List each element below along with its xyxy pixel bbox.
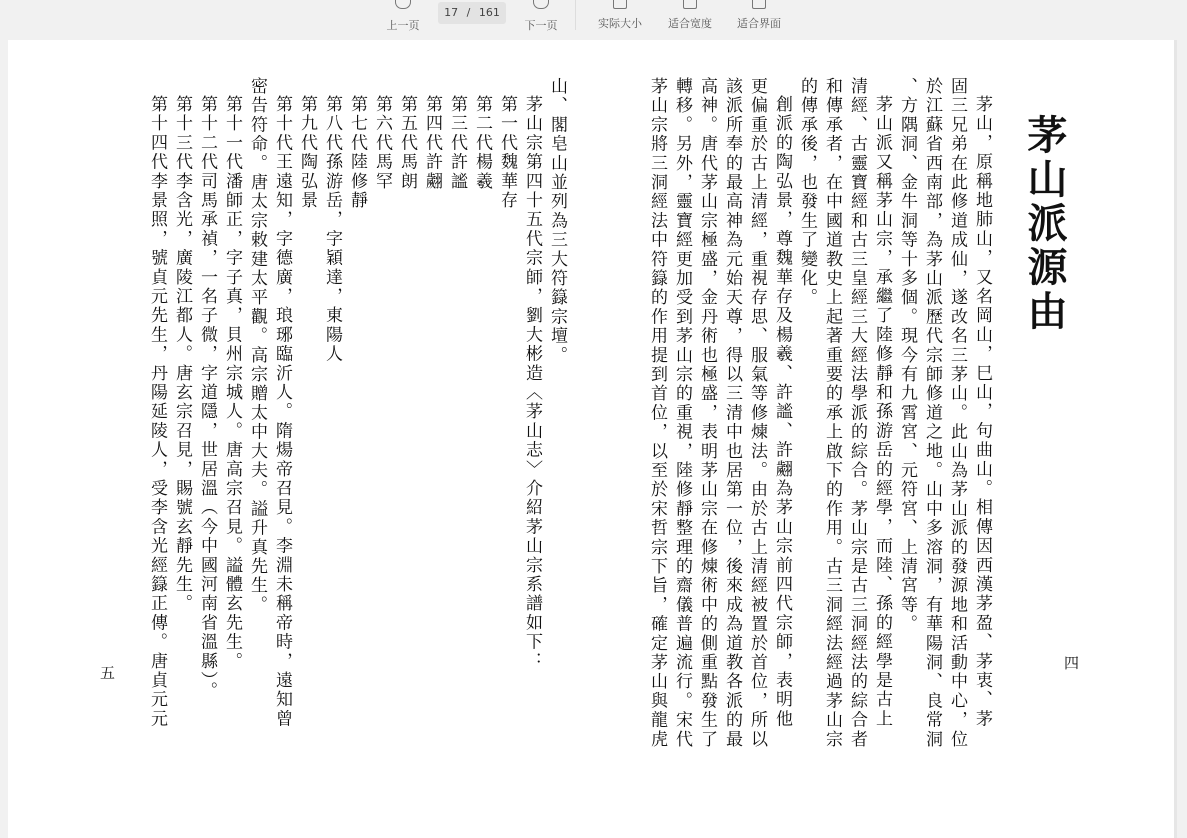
right-page-title: 茅山派源由 xyxy=(1021,114,1068,334)
next-page-label: 下一页 xyxy=(524,19,558,32)
text-column: 第六代馬罕 xyxy=(372,95,392,191)
text-column: 第十二代司馬承禎，一名子微，字道隱，世居溫（今中國河南省溫縣）。 xyxy=(197,95,217,701)
text-column: 創派的陶弘景，尊魏華存及楊羲、許謐、許翽為茅山宗前四代宗師，表明他 xyxy=(772,95,792,729)
text-column: 的傳承後，也發生了變化。 xyxy=(797,77,817,308)
text-column: 第五代馬朗 xyxy=(397,95,417,191)
text-column: 清經、古靈寶經和古三皇經三大經法學派的綜合。茅山宗是古三洞經法的綜合者 xyxy=(847,77,867,749)
viewer-toolbar xyxy=(0,0,1187,40)
current-page-number[interactable]: 17 xyxy=(444,6,459,19)
text-column: 高神。唐代茅山宗極盛，金丹術也極盛，表明茅山宗在修煉術中的側重點發生了 xyxy=(697,77,717,749)
total-pages: 161 xyxy=(478,6,500,19)
text-column: 山、閣皂山並列為三大符籙宗壇。 xyxy=(547,77,567,365)
actual-size-label: 实际大小 xyxy=(598,17,642,30)
fit-page-button[interactable] xyxy=(733,0,785,36)
text-column: 第十三代李含光，廣陵江都人。唐玄宗召見，賜號玄靜先生。 xyxy=(172,95,192,614)
prev-page-label: 上一页 xyxy=(386,19,420,32)
fit-page-icon xyxy=(752,0,766,9)
text-column: 茅山宗第四十五代宗師，劉大彬造〈茅山志〉介紹茅山宗系譜如下： xyxy=(522,95,542,671)
text-column: 於江蘇省西南部，為茅山派歷代宗師修道之地。山中多溶洞，有華陽洞、良常洞 xyxy=(922,77,942,749)
text-column: 第十代王遠知，字德廣，琅琊臨沂人。隋煬帝召見。李淵未稱帝時，遠知曾 xyxy=(272,95,292,729)
toolbar-divider xyxy=(575,0,576,30)
arrow-down-icon xyxy=(533,0,549,9)
text-column: 密告符命。唐太宗敕建太平觀。高宗贈太中大夫。謚升真先生。 xyxy=(247,77,267,615)
document-page xyxy=(8,40,1177,838)
right-page-number: 四 xyxy=(1064,654,1080,672)
text-column: 第九代陶弘景 xyxy=(297,95,317,211)
text-column: 轉移。另外，靈寶經更加受到茅山宗的重視，陸修靜整理的齋儀普遍流行。宋代 xyxy=(672,77,692,749)
text-column: 第七代陸修靜 xyxy=(347,95,367,211)
text-column: 茅山宗將三洞經法中符籙的作用提到首位，以至於宋哲宗下旨，確定茅山與龍虎 xyxy=(647,77,667,749)
actual-size-button[interactable] xyxy=(594,0,646,36)
vertical-scrollbar[interactable] xyxy=(1174,40,1177,838)
prev-page-button[interactable] xyxy=(383,0,423,36)
fit-width-button[interactable] xyxy=(664,0,716,36)
text-column: 第四代許翽 xyxy=(422,95,442,191)
text-column: 第十四代李景照，號貞元先生，丹陽延陵人，受李含光經籙正傳。唐貞元元 xyxy=(147,95,167,729)
text-column: 第八代孫游岳，字穎達，東陽人 xyxy=(322,95,342,364)
page-separator: / xyxy=(466,6,471,19)
next-page-button[interactable] xyxy=(519,0,563,36)
text-column: 、方隅洞、金牛洞等十多個。現今有九霄宮、元符宮、上清宮等。 xyxy=(897,77,917,634)
text-column: 和傳承者，在中國道教史上起著重要的承上啟下的作用。古三洞經法經過茅山宗 xyxy=(822,77,842,749)
text-column: 更偏重於古上清經，重視存思、服氣等修煉法。由於古上清經被置於首位，所以 xyxy=(747,77,767,749)
text-column: 茅山，原稱地肺山，又名岡山，巳山，句曲山。相傳因西漢茅盈、茅衷、茅 xyxy=(972,95,992,729)
page-indicator[interactable] xyxy=(438,2,506,24)
text-column: 第十一代潘師正，字子真，貝州宗城人。唐高宗召見。謚體玄先生。 xyxy=(222,95,242,671)
fit-width-label: 适合宽度 xyxy=(668,17,712,30)
actual-size-icon xyxy=(613,0,627,9)
text-column: 固三兄弟在此修道成仙，遂改名三茅山。此山為茅山派的發源地和活動中心，位 xyxy=(947,77,967,749)
text-column: 第一代魏華存 xyxy=(497,95,517,211)
text-column: 該派所奉的最高神為元始天尊，得以三清中也居第一位，後來成為道教各派的最 xyxy=(722,77,742,749)
text-column: 茅山派又稱茅山宗，承繼了陸修靜和孫游岳的經學，而陸、孫的經學是古上 xyxy=(872,95,892,729)
fit-width-icon xyxy=(683,0,697,9)
arrow-up-icon xyxy=(395,0,411,9)
fit-page-label: 适合界面 xyxy=(737,17,781,30)
text-column: 第三代許謐 xyxy=(447,95,467,191)
left-page-number: 五 xyxy=(100,664,116,682)
text-column: 第二代楊羲 xyxy=(472,95,492,191)
